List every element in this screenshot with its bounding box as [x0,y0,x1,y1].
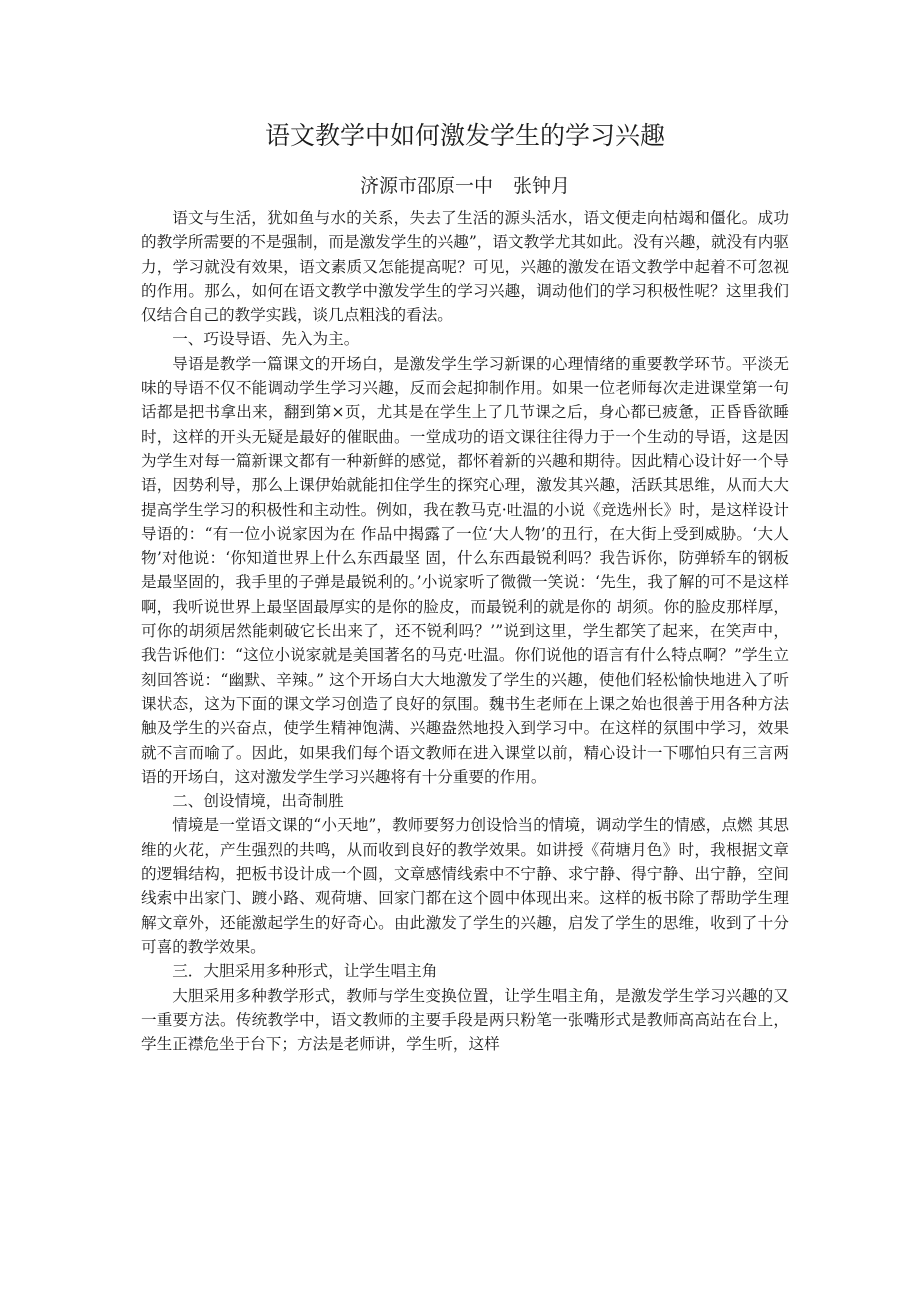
author-line [141,172,789,200]
section-heading-1: 一、巧设导语、先入为主。 [172,330,360,349]
section-heading-2: 二、创设情境，出奇制胜 [172,792,344,811]
paragraph-section-1: 导语是教学一篇课文的开场白，是激发学生学习新课的心理情绪的重要教学环节。平淡无味的导语不仅不能调动学生学习兴趣，反而会起抑制作用。如果一位老师每次走进课堂第一句话都是把书拿出来，翻到第×页，尤其是在学生上了几节课之后，身心都已疲惫，正昏昏欲睡时，这样的开头无疑是最好的催眠曲。一堂成功的语文课往往得力于一个生动的导语，这是因为学生对每一篇新课文都有一种新鲜的感觉，都怀着新的兴趣和期待。因此精心设计好一个导语，因势利导，那么上课伊始就能扣住学生的探究心理，激发其兴趣，活跃其思维，从而大大提高学生学习的积极性和主动性。例如，我在教马克·吐温的小说《竞选州长》时，是这样设计导语的：“有一位小说家因为在 作品中揭露了一位‘大人物’的丑行，在大街上受到威胁。‘大人物’对他说：‘你知道世界上什么东西最坚 固，什么东西最锐利吗？我告诉你，防弹轿车的钢板是最坚固的，我手里的子弹是最锐利的。’小说家听了微微一笑说：‘先生，我了解的可不是这样啊，我听说世界上最坚固最厚实的是你的脸皮，而最锐利的就是你的 胡须。你的脸皮那样厚，可你的胡须居然能刺破它长出来了，还不锐利吗？’”说到这里，学生都笑了起来，在笑声中，我告诉他们：“这位小说家就是美国著名的马克·吐温。你们说他的语言有什么特点啊？”学生立 刻回答说：“幽默、辛辣。” 这个开场白大大地激发了学生的兴趣，使他们轻松愉快地进入了听课状态，这为下面的课文学习创造了良好的氛围。魏书生老师在上课之始也很善于用各种方法触及学生的兴奋点，使学生精神饱满、兴趣盎然地投入到学习中。在这样的氛围中学习，效果就不言而喻了。因此，如果我们每个语文教师在进入课堂以前，精心设计一下哪怕只有三言两语的开场白，这对激发学生学习兴趣将有十分重要的作用。 [141,354,789,786]
paragraph-section-3: 大胆采用多种教学形式，教师与学生变换位置，让学生唱主角，是激发学生学习兴趣的又一重要方法。传统教学中，语文教师的主要手段是两只粉笔一张嘴形式是教师高高站在台上，学生正襟危坐于台下；方法是老师讲，学生听，这样 [141,986,789,1054]
document-title: 语文教学中如何激发学生的学习兴趣 [264,121,665,150]
section-heading-3: 三．大胆采用多种形式，让学生唱主角 [172,962,438,981]
paragraph-section-2: 情境是一堂语文课的“小天地”，教师要努力创设恰当的情境，调动学生的情感，点燃 其思维的火花，产生强烈的共鸣，从而收到良好的教学效果。如讲授《荷塘月色》时，我根据文章的逻辑结构，把板书设计成一个圆，文章感情线索中不宁静、求宁静、得宁静、出宁静，空间线索中出家门、踱小路、观荷塘、回家门都在这个圆中体现出来。这样的板书除了帮助学生理解文章外，还能激起学生的好奇心。由此激发了学生的兴趣，启发了学生的思维，收到了十分可喜的教学效果。 [141,816,789,956]
paragraph-intro: 语文与生活，犹如鱼与水的关系，失去了生活的源头活水，语文便走向枯竭和僵化。成功的教学所需要的不是强制，而是激发学生的兴趣”，语文教学尤其如此。没有兴趣，就没有内驱力，学习就没有效果，语文素质又怎能提高呢？可见，兴趣的激发在语文教学中起着不可忽视的作用。那么，如何在语文教学中激发学生的学习兴趣，调动他们的学习积极性呢？这里我们仅结合自己的教学实践，谈几点粗浅的看法。 [141,209,789,325]
author-affiliation: 济源市邵原一中 [359,175,493,197]
author-name: 张钟月 [513,175,571,197]
document-page [141,118,789,1056]
